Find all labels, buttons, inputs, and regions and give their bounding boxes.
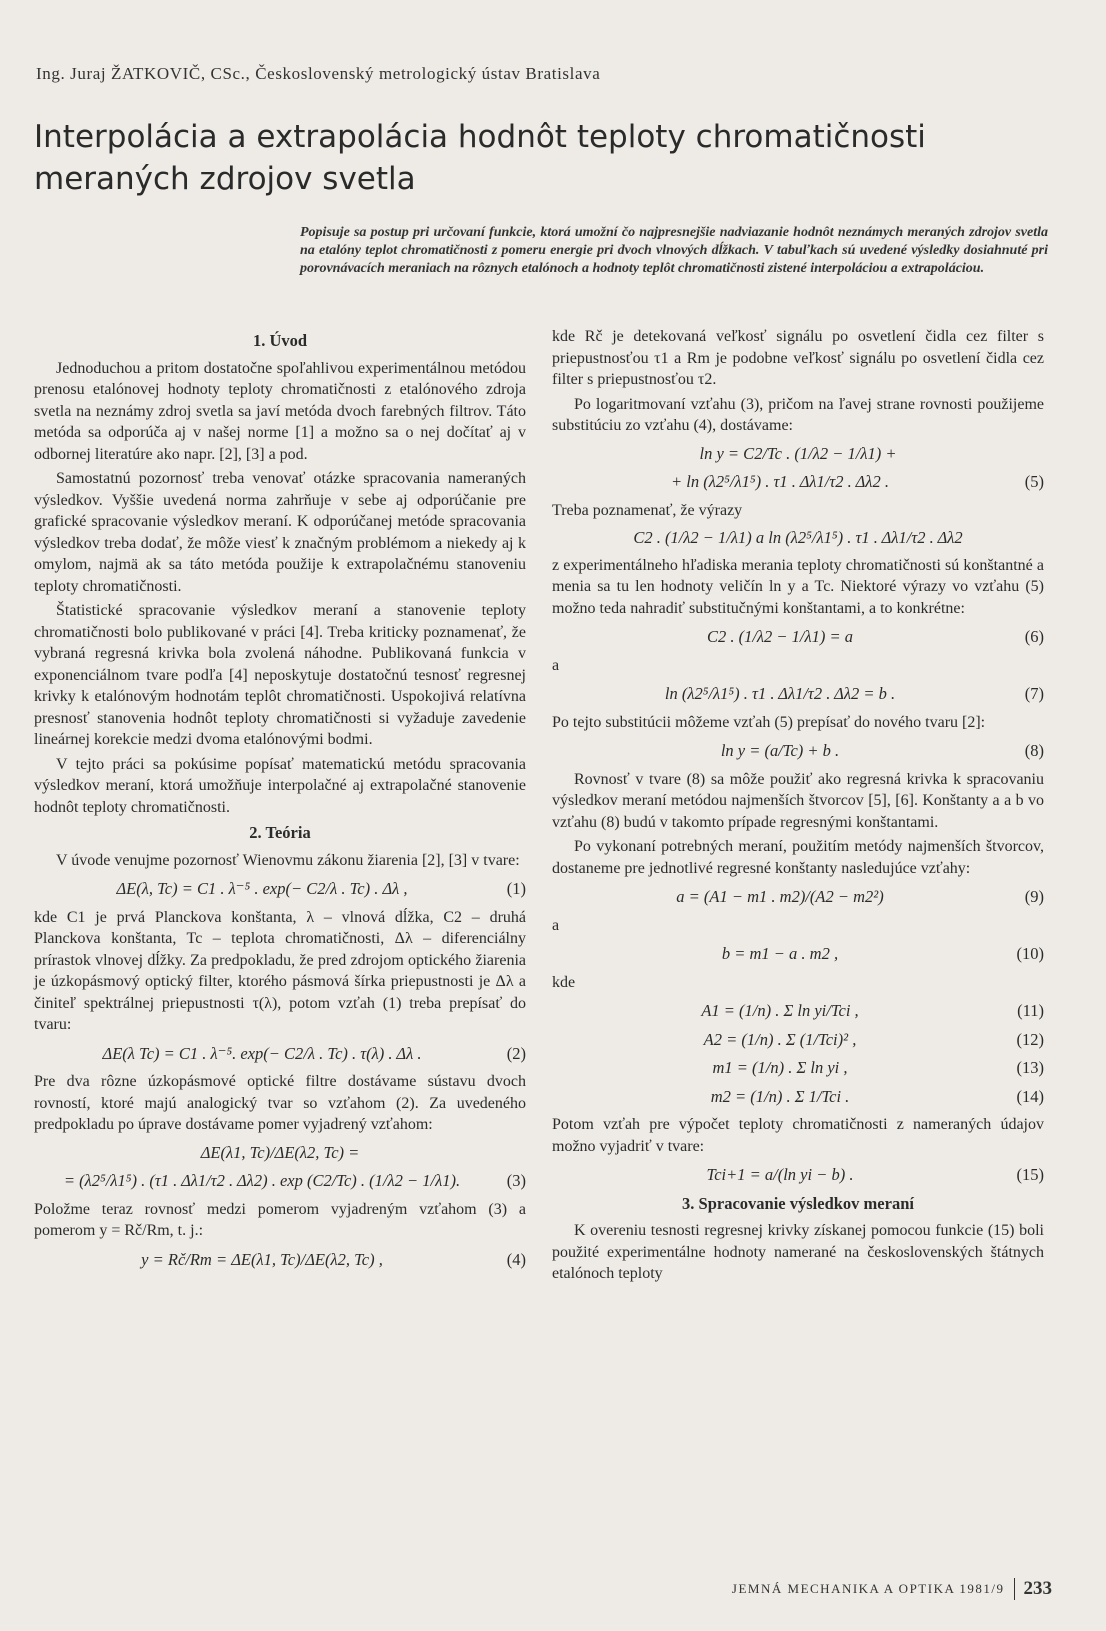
equation-14 <box>552 1086 1044 1108</box>
paragraph: Potom vzťah pre výpočet teploty chromatičnosti z nameraných údajov možno vyjadriť v tvare: <box>552 1116 1044 1155</box>
equation-body: + ln (λ2⁵/λ1⁵) . τ1 . Δλ1/τ2 . Δλ2 . <box>671 472 889 491</box>
left-column <box>34 326 526 1277</box>
journal-name: JEMNÁ MECHANIKA A OPTIKA 1981/9 <box>731 1581 1005 1596</box>
equation-body: m1 = (1/n) . Σ ln yi , <box>712 1058 848 1077</box>
equation-13 <box>552 1057 1044 1079</box>
paragraph: kde C1 je prvá Planckova konštanta, λ – vlnová dĺžka, C2 – druhá Planckova konštanta, Tc – teplota chromatičnosti, Δλ – diferenciálny prírastok vlnovej dĺžky. Za predpokladu, že pred zdrojom optického žiarenia je úzkopásmový optický filter, ktorého pásmová šírka priepustnosti je Δλ a činiteľ spektrálnej priepustnosti τ(λ), potom vzťah (1) treba prepísať do tvaru: <box>34 908 526 1033</box>
paragraph: Štatistické spracovanie výsledkov meraní a stanovenie teploty chromatičnosti bolo publikované v práci [4]. Treba kriticky poznamenať, že vybraná regresná krivka bola zvolená náhodne. Publikovaná funkcia v exponenciálnom tvare podľa [4] neposkytuje dostatočnú tesnosť regresnej krivky k etalónovým hodnotám teplôt chromatičnosti. Uspokojivá relatívna presnosť stanovenia hodnôt teploty chromatičnosti si vyžaduje zavedenie lineárnej korekcie medzi dvoma etalónovými bodmi. <box>34 602 526 748</box>
equation-number: (12) <box>1016 1029 1044 1049</box>
equation-1 <box>34 878 526 900</box>
equation-body: ln (λ2⁵/λ1⁵) . τ1 . Δλ1/τ2 . Δλ2 = b . <box>664 684 896 703</box>
equation-number: (3) <box>506 1171 526 1190</box>
equation-number: (13) <box>1016 1058 1044 1077</box>
equation-12 <box>552 1029 1044 1051</box>
paragraph: Jednoduchou a pritom dostatočne spoľahlivou experimentálnou metódou prenosu etalónovej hodnoty teploty chromatičnosti z etalónového zdroja svetla na neznámy zdroj svetla sa javí metóda dvoch farebných filtrov. Táto metóda sa odporúča aj v našej norme [1] a možno sa o nej dočítať aj v odbornej literatúre ako napr. [2], [3] a pod. <box>34 359 526 463</box>
title-line-1: Interpolácia a extrapolácia hodnôt teploty chromatičnosti <box>34 119 926 155</box>
equation-body: ΔE(λ, Tc) = C1 . λ⁻⁵ . exp(− C2/λ . Tc) . Δλ , <box>116 879 408 898</box>
abstract: Popisuje sa postup pri určovaní funkcie, ktorá umožní čo najpresnejšie nadviazanie hodnôt neznámych meraných zdrojov svetla na etalóny teplot chromatičnosti z pomeru energie pri dvoch vlnových dĺžkach. V tabuľkach sú uvedené výsledky dosiahnuté pri porovnávacích meraniach na rôznych etalónoch a hodnoty teplôt chromatičnosti zistené interpoláciou a extrapoláciou. <box>300 225 1048 276</box>
equation-body: ln y = (a/Tc) + b . <box>720 741 840 760</box>
section-heading-intro: 1. Úvod <box>252 331 308 350</box>
footer-divider <box>1014 1578 1015 1600</box>
equation-8 <box>552 740 1044 762</box>
equation-11 <box>552 1000 1044 1022</box>
equation-3-line-2 <box>34 1170 526 1192</box>
equation-number: (6) <box>1024 627 1044 646</box>
equation-number: (5) <box>1024 472 1044 491</box>
equation-9 <box>552 886 1044 908</box>
equation-15 <box>552 1164 1044 1186</box>
equation-body: A1 = (1/n) . Σ ln yi/Tci , <box>701 1001 859 1020</box>
expressions: C2 . (1/λ2 − 1/λ1) a ln (λ2⁵/λ1⁵) . τ1 . Δλ1/τ2 . Δλ2 <box>633 528 963 547</box>
section-heading-processing: 3. Spracovanie výsledkov meraní <box>682 1193 914 1213</box>
equation-number: (11) <box>1017 1001 1044 1020</box>
paragraph: V tejto práci sa pokúsime popísať matematickú metódu spracovania výsledkov meraní, ktorá umožňuje interpolačné aj extrapolačné stanovenie hodnôt teploty chromatičnosti. <box>34 755 526 816</box>
equation-number: (4) <box>506 1249 526 1269</box>
equation-number: (14) <box>1016 1086 1044 1106</box>
equation-6 <box>552 626 1044 648</box>
equation-number: (10) <box>1016 944 1044 963</box>
equation-body: y = Rč/Rm = ΔE(λ1, Tc)/ΔE(λ2, Tc) , <box>141 1249 383 1269</box>
paragraph: kde Rč je detekovaná veľkosť signálu po osvetlení čidla cez filter s priepustnosťou τ1 a Rm je podobne veľkosť signálu po osvetlení čidla cez filter s priepustnosťou τ2. <box>552 328 1044 388</box>
equation-number: (2) <box>506 1043 526 1063</box>
equation-body: A2 = (1/n) . Σ (1/Tci)² , <box>703 1029 857 1049</box>
paragraph: Po tejto substitúcii môžeme vzťah (5) prepísať do nového tvaru [2]: <box>552 713 986 731</box>
paragraph: Po logaritmovaní vzťahu (3), pričom na ľavej strane rovnosti použijeme substitúciu zo vzťahu (4), dostávame: <box>552 395 1044 434</box>
paragraph: Pre dva rôzne úzkopásmové optické filtre dostávame sústavu dvoch rovností, ktoré majú analogický tvar so vzťahom (2). Za uvedeného predpokladu po úprave dostávame pomer vyjadrený vzťahom: <box>34 1073 526 1133</box>
equation-number: (7) <box>1024 684 1044 703</box>
equation-body: = (λ2⁵/λ1⁵) . (τ1 . Δλ1/τ2 . Δλ2) . exp (C2/Tc) . (1/λ2 − 1/λ1). <box>63 1171 461 1190</box>
equation-body: a = (A1 − m1 . m2)/(A2 − m2²) <box>676 887 884 906</box>
equation-body: ΔE(λ Tc) = C1 . λ⁻⁵. exp(− C2/λ . Tc) . τ(λ) . Δλ . <box>102 1043 422 1063</box>
right-column <box>552 326 1044 1288</box>
paragraph: K overeniu tesnosti regresnej krivky získanej pomocou funkcie (15) boli použité experimentálne hodnoty namerané na československých štátnych etalónoch teploty <box>552 1222 1044 1282</box>
author-line: Ing. Juraj ŽATKOVIČ, CSc., Československý metrologický ústav Bratislava <box>36 64 601 83</box>
page-footer <box>732 1578 1052 1600</box>
paragraph: Treba poznamenať, že výrazy <box>552 501 743 519</box>
paragraph: Po vykonaní potrebných meraní, použitím metódy najmenších štvorcov, dostaneme pre jednotlivé regresné konštanty nasledujúce vzťahy: <box>552 838 1044 877</box>
paragraph: Položme teraz rovnosť medzi pomerom vyjadreným vzťahom (3) a pomerom y = Rč/Rm, t. j.: <box>34 1200 526 1239</box>
equation-body: C2 . (1/λ2 − 1/λ1) = a <box>706 627 854 646</box>
equation-4 <box>34 1249 526 1271</box>
connector-word: kde <box>552 973 576 991</box>
equation-number: (15) <box>1016 1165 1044 1184</box>
connector-word: a <box>552 916 560 934</box>
equation-number: (9) <box>1024 887 1044 906</box>
paragraph: Samostatnú pozornosť treba venovať otázke spracovania nameraných výsledkov. Vyššie uvedená norma zahrňuje v sebe aj odporúčanie pre grafické spracovanie výsledkov meraní. K odporúčanej metóde spracovania výsledkov treba dodať, že môže viesť k značným problémom a niekedy aj k omylom, najmä ak sa táto metóda použije k extrapolačnému stanoveniu teploty chromatičnosti. <box>34 470 526 595</box>
section-heading-theory: 2. Teória <box>249 823 311 842</box>
equation-number: (8) <box>1024 741 1044 760</box>
page-number: 233 <box>1023 1578 1052 1599</box>
equation-7 <box>552 683 1044 705</box>
equation-10 <box>552 943 1044 965</box>
paragraph: Rovnosť v tvare (8) sa môže použiť ako regresná krivka k spracovaniu výsledkov meraní metódou najmenších štvorcov [5], [6]. Konštanty a a b vo vzťahu (8) budú v takomto prípade regresnými konštantami. <box>552 770 1044 831</box>
equation-3-line-1: ΔE(λ1, Tc)/ΔE(λ2, Tc) = <box>200 1142 360 1162</box>
equation-body: b = m1 − a . m2 , <box>721 944 839 963</box>
connector-word: a <box>552 656 560 674</box>
equation-5-line-2 <box>552 471 1044 493</box>
article-title <box>34 116 926 200</box>
equation-5-line-1: ln y = C2/Tc . (1/λ2 − 1/λ1) + <box>699 443 897 463</box>
equation-2 <box>34 1043 526 1065</box>
equation-number: (1) <box>506 879 526 898</box>
paragraph: z experimentálneho hľadiska merania teploty chromatičnosti sú konštantné a menia sa tu len hodnoty veličín ln y a Tc. Niektoré výrazy vo vzťahu (5) možno teda nahradiť substitučnými konštantami, a to konkrétne: <box>552 556 1044 617</box>
equation-body: m2 = (1/n) . Σ 1/Tci . <box>710 1086 850 1106</box>
paragraph: V úvode venujme pozornosť Wienovmu zákonu žiarenia [2], [3] v tvare: <box>56 851 520 869</box>
title-line-2: meraných zdrojov svetla <box>34 161 416 197</box>
equation-body: Tci+1 = a/(ln yi − b) . <box>706 1165 854 1184</box>
